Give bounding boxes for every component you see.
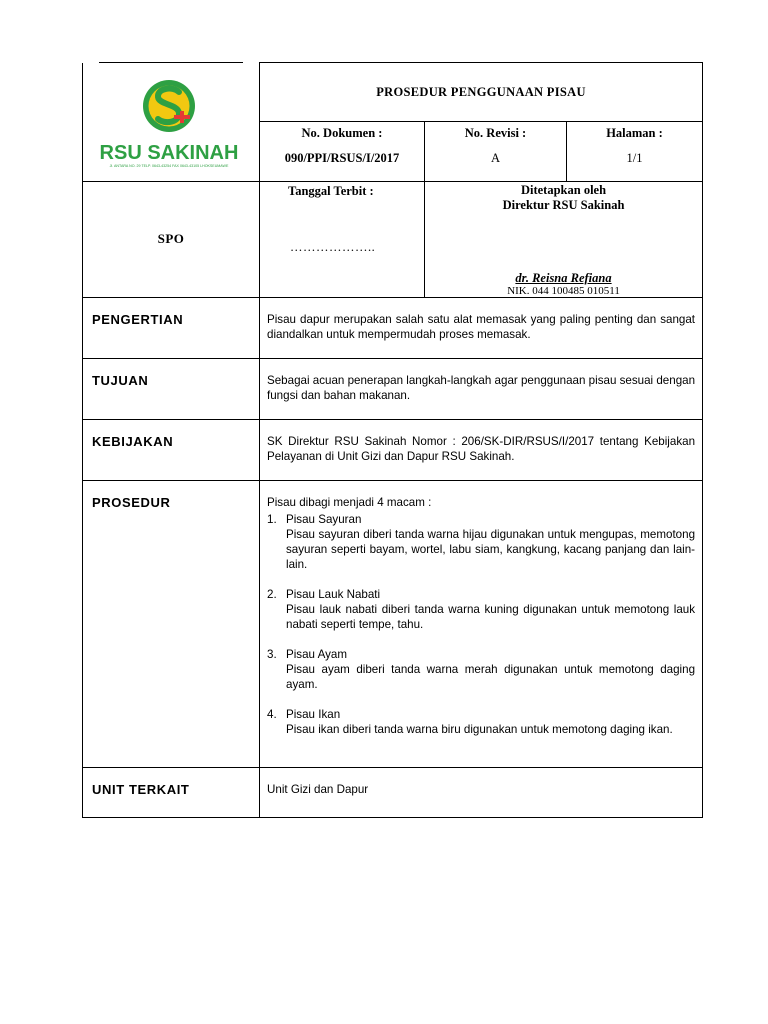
list-item-desc: Pisau ayam diberi tanda warna merah digunakan untuk memotong daging ayam. [286,662,696,691]
halaman-cell [567,122,703,181]
hospital-logo [83,63,258,181]
tanggal-terbit-cell [260,181,425,297]
list-item-number: 2. [267,587,277,601]
list-item-desc: Pisau sayuran diberi tanda warna hijau digunakan untuk mengupas, memotong sayuran seperti bayam, wortel, labu siam, kangkung, kacang panjang dan lain-lain. [286,527,696,571]
no-revisi-label: No. Revisi : [464,126,527,141]
no-dokumen-cell [260,122,425,181]
list-item-number: 1. [267,512,277,526]
no-dokumen-value: 090/PPI/RSUS/I/2017 [284,151,400,166]
list-item-title: Pisau Ikan [286,707,341,721]
document-title: PROSEDUR PENGGUNAAN PISAU [260,63,703,122]
list-item [267,587,695,632]
list-item [267,647,695,692]
sop-document [82,62,702,818]
halaman-value: 1/1 [626,151,643,166]
list-item-title: Pisau Ayam [286,647,348,661]
signer-name: dr. Reisna Refiana [515,270,612,285]
prosedur-label: PROSEDUR [83,480,260,767]
unit-terkait-label: UNIT TERKAIT [83,767,260,817]
logo-cell [83,63,260,182]
pengertian-text: Pisau dapur merupakan salah satu alat memasak yang paling penting dan sangat diandalkan untuk mempermudah proses memasak. [260,297,703,358]
list-item-number: 3. [267,647,277,661]
list-item-desc: Pisau lauk nabati diberi tanda warna kuning digunakan untuk memotong lauk nabati seperti tempe, tahu. [286,602,696,631]
prosedur-list [267,512,695,737]
list-item-title: Pisau Lauk Nabati [286,587,381,601]
list-item [267,512,695,572]
spo-label: SPO [83,181,260,297]
list-item [267,707,695,737]
unit-terkait-text: Unit Gizi dan Dapur [260,767,703,817]
list-item-number: 4. [267,707,277,721]
sop-table [82,62,703,818]
tujuan-text: Sebagai acuan penerapan langkah-langkah agar penggunaan pisau sesuai dengan fungsi dan bahan makanan. [260,358,703,419]
prosedur-intro: Pisau dibagi menjadi 4 macam : [267,495,432,509]
signer-nik: NIK. 044 100485 010511 [507,284,620,297]
ditetapkan-line2: Direktur RSU Sakinah [502,197,625,212]
tujuan-label: TUJUAN [83,358,260,419]
ditetapkan-line1: Ditetapkan oleh [520,182,607,197]
halaman-label: Halaman : [606,126,663,141]
kebijakan-label: KEBIJAKAN [83,419,260,480]
logo-name: RSU SAKINAH [99,141,239,164]
prosedur-content [260,480,703,767]
list-item-title: Pisau Sayuran [286,512,362,526]
pengertian-label: PENGERTIAN [83,297,260,358]
tanggal-terbit-value: ……………….. [290,239,376,254]
no-dokumen-label: No. Dokumen : [301,126,383,141]
list-item-desc: Pisau ikan diberi tanda warna biru digunakan untuk memotong daging ikan. [286,722,673,736]
kebijakan-text: SK Direktur RSU Sakinah Nomor : 206/SK-DIR/RSUS/I/2017 tentang Kebijakan Pelayanan di Unit Gizi dan Dapur RSU Sakinah. [260,419,703,480]
ditetapkan-cell [425,181,703,297]
logo-address: Jl. ANTARA NO. 29 TELP. 0643-43254 FAX 0643-43105 LHOKSEUMAWE [109,163,229,168]
tanggal-terbit-label: Tanggal Terbit : [288,183,374,198]
no-revisi-cell [425,122,567,181]
no-revisi-value: A [490,151,501,166]
